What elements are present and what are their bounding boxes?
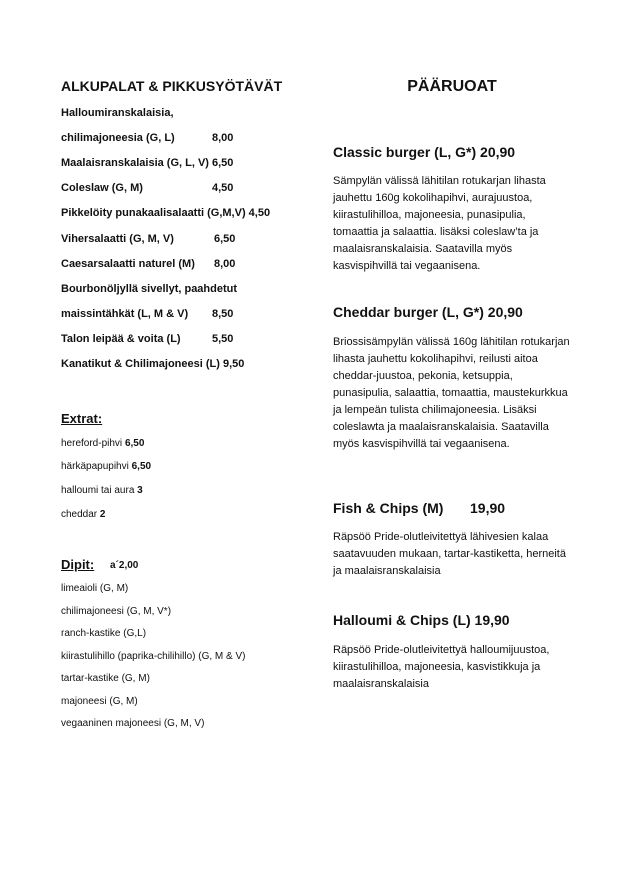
extra-item <box>61 461 151 472</box>
appetizer-price: 8,50 <box>212 308 234 320</box>
dips-heading: Dipit: <box>61 557 95 572</box>
extra-item <box>61 438 144 449</box>
appetizers-heading: ALKUPALAT & PIKKUSYÖTÄVÄT <box>61 78 283 94</box>
appetizer-price: 5,50 <box>212 333 234 345</box>
dip-item: limeaioli (G, M) <box>61 583 129 594</box>
extra-item <box>61 509 105 520</box>
appetizer-item: Kanatikut & Chilimajoneesi (L) 9,50 <box>61 358 245 370</box>
appetizer-price: 6,50 <box>214 233 236 245</box>
dish-price: 19,90 <box>470 500 506 516</box>
extra-price: 6,50 <box>131 461 152 472</box>
dish-description: Sämpylän välissä lähitilan rotukarjan lihasta jauhettu 160g kokolihapihvi, aurajuustoa, kiirastulihilloa, majoneesia, punasipulia, tomaattia ja salaattia. lisäksi coleslaw’ta ja maalaisranskalaisia. Saatavilla myös kasvispihvillä tai vegaanisena. <box>333 175 546 272</box>
dish-description: Räpsöö Pride-olutleivitettyä lähivesien kalaa saatavuuden mukaan, tartar-kastiketta, herneitä ja maalaisranskalaisia <box>333 531 566 577</box>
appetizer-item: Maalaisranskalaisia (G, L, V) <box>61 157 209 169</box>
dips-price-note: a´2,00 <box>110 560 139 571</box>
extra-item <box>61 485 143 496</box>
extra-name: härkäpapupihvi <box>61 461 129 472</box>
appetizer-item: maissintähkät (L, M & V) <box>61 308 189 320</box>
appetizer-item: chilimajoneesia (G, L) <box>61 132 175 144</box>
dip-item: kiirastulihillo (paprika-chilihillo) (G, M & V) <box>61 651 246 662</box>
extra-name: cheddar <box>61 509 98 520</box>
appetizer-item: Bourbonöljyllä sivellyt, paahdetut <box>61 283 238 295</box>
dip-item: chilimajoneesi (G, M, V*) <box>61 606 172 617</box>
dip-item: majoneesi (G, M) <box>61 696 138 707</box>
mains-heading: PÄÄRUOAT <box>407 78 497 95</box>
appetizer-price: 6,50 <box>212 157 234 169</box>
dish-description: Räpsöö Pride-olutleivitettyä halloumijuustoa, kiirastulihilloa, majoneesia, kasvistikkuja ja maalaisranskalaisia <box>333 644 550 690</box>
appetizer-item: Pikkelöity punakaalisalaatti (G,M,V) 4,50 <box>61 207 271 219</box>
extra-price: 3 <box>137 485 143 496</box>
extra-price: 6,50 <box>124 438 145 449</box>
appetizer-price: 4,50 <box>212 182 234 194</box>
appetizer-item: Vihersalaatti (G, M, V) <box>61 233 174 245</box>
extra-name: halloumi tai aura <box>61 485 135 496</box>
appetizer-item: Halloumiranskalaisia, <box>61 107 174 119</box>
extras-heading: Extrat: <box>61 411 103 426</box>
appetizer-item: Talon leipää & voita (L) <box>61 333 181 345</box>
dip-item: tartar-kastike (G, M) <box>61 673 150 684</box>
appetizer-price: 8,00 <box>214 258 236 270</box>
appetizer-price: 8,00 <box>212 132 234 144</box>
dish-description: Briossisämpylän välissä 160g lähitilan rotukarjan lihasta jauhettu kokolihapihvi, reilusti aitoa cheddar-juustoa, pekonia, ketsuppia, punasipulia, salaattia, tomaattia, maustekurkkua ja lempeän tulista chilimajoneesia. Lisäksi coleslawta ja maalaisranskalaisia. Saatavilla myös kasvispihvillä tai vegaanisena. <box>333 336 570 450</box>
dish-title: Halloumi & Chips (L) 19,90 <box>333 612 510 628</box>
extra-price: 2 <box>99 509 106 520</box>
dish-title: Classic burger (L, G*) 20,90 <box>333 144 516 160</box>
dip-item: ranch-kastike (G,L) <box>61 628 147 639</box>
extra-name: hereford-pihvi <box>61 438 123 449</box>
dip-item: vegaaninen majoneesi (G, M, V) <box>61 718 205 729</box>
appetizer-item: Caesarsalaatti naturel (M) <box>61 258 195 270</box>
dish-title: Fish & Chips (M) <box>333 500 444 516</box>
dish-title: Cheddar burger (L, G*) 20,90 <box>333 304 523 320</box>
appetizer-item: Coleslaw (G, M) <box>61 182 143 194</box>
